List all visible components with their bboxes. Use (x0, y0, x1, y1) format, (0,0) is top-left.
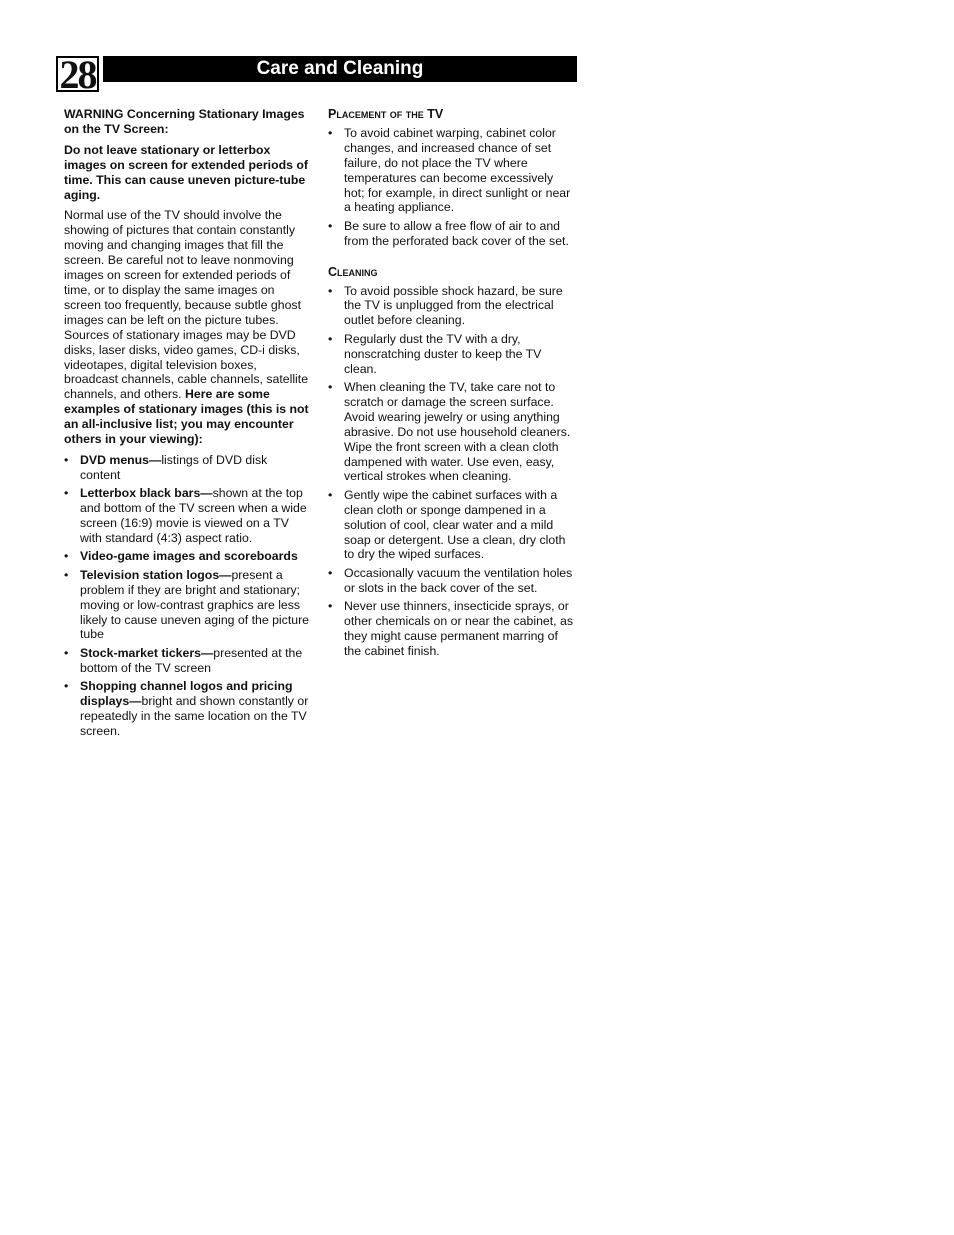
list-item (64, 549, 310, 564)
placement-item: Be sure to allow a free flow of air to and from the perforated back cover of the set. (344, 218, 569, 248)
list-item (328, 488, 576, 563)
example-text: shown at the top and bottom of the TV screen when a wide screen (16:9) movie is viewed on a TV with standard (4:3) aspect ratio. (80, 486, 307, 545)
bullet-icon: • (64, 452, 69, 467)
list-item (64, 568, 310, 643)
bullet-icon: • (328, 331, 333, 346)
bullet-icon: • (64, 567, 69, 582)
intro-bold-text: Here are some examples of stationary images (this is not an all-inclusive list; you may encounter others in your viewing): (64, 387, 309, 447)
cleaning-item: Occasionally vacuum the ventilation holes or slots in the back cover of the set. (344, 565, 573, 595)
list-item (328, 566, 576, 596)
bullet-icon: • (328, 125, 333, 140)
cleaning-item: Never use thinners, insecticide sprays, or other chemicals on or near the cabinet, as they might cause permanent marring of the cabinet finish. (344, 599, 573, 658)
list-item (328, 284, 576, 329)
bullet-icon: • (328, 599, 333, 614)
intro-paragraph (64, 208, 310, 447)
cleaning-item: To avoid possible shock hazard, be sure the TV is unplugged from the electrical outlet before cleaning. (344, 283, 563, 328)
list-item (64, 679, 310, 739)
example-term: Letterbox black bars— (80, 486, 213, 501)
placement-item: To avoid cabinet warping, cabinet color changes, and increased chance of set failure, do not place the TV where temperatures can become excessively hot; for example, in direct sunlight or near a heating appliance. (344, 125, 571, 215)
bullet-icon: • (328, 380, 333, 394)
list-item (328, 219, 576, 249)
page-title: Care and Cleaning (103, 56, 577, 82)
example-term: Television station logos— (80, 567, 232, 582)
list-item (328, 332, 576, 377)
example-text: bright and shown constantly or repeatedly in the same location on the TV screen. (80, 694, 309, 738)
cleaning-item: When cleaning the TV, take care not to scratch or damage the screen surface. Avoid wearing jewelry or using anything abrasive. Do not use household cleaners. Wipe the front screen with a clean cloth dampened with water. Use even, easy, vertical strokes when cleaning. (344, 380, 571, 484)
stationary-examples-list (64, 453, 310, 739)
example-text: listings of DVD disk content (80, 452, 268, 482)
example-term: Video-game images and scoreboards (80, 549, 298, 564)
bullet-icon: • (328, 487, 333, 502)
cleaning-list (328, 284, 576, 659)
left-column (64, 107, 310, 745)
cleaning-item: Regularly dust the TV with a dry, nonscratching duster to keep the TV clean. (344, 331, 542, 376)
intro-text: Normal use of the TV should involve the showing of pictures that contain constantly moving and changing images that fill the screen. Be careful not to leave nonmoving images on screen for extended periods of time, or to display the same images on screen too frequently, because subtle ghost images can be left on the picture tubes. Sources of stationary images may be DVD disks, laser disks, video games, CD-i disks, videotapes, digital television boxes, broadcast channels, cable channels, satellite channels, and others. (64, 208, 309, 402)
example-text: presented at the bottom of the TV screen (80, 645, 303, 675)
bullet-icon: • (328, 565, 333, 580)
example-term: DVD menus— (80, 452, 162, 467)
bullet-icon: • (64, 549, 69, 564)
example-text: present a problem if they are bright and stationary; moving or low-contrast graphics are less likely to cause uneven aging of the picture tube (80, 567, 310, 642)
warning-heading: WARNING Concerning Stationary Images on the TV Screen: (64, 107, 305, 136)
bullet-icon: • (328, 218, 333, 233)
right-column (328, 107, 576, 665)
list-item (64, 453, 310, 483)
placement-list (328, 126, 576, 249)
cleaning-item: Gently wipe the cabinet surfaces with a clean cloth or sponge dampened in a solution of cool, clear water and a mild soap or detergent. Use a clean, dry cloth to dry the wiped surfaces. (344, 487, 566, 562)
cleaning-heading: Cleaning (328, 264, 378, 279)
bullet-icon: • (64, 679, 69, 694)
bullet-icon: • (64, 486, 69, 501)
example-term: Shopping channel logos and pricing displays— (80, 679, 293, 709)
list-item (328, 126, 576, 215)
list-item (64, 646, 310, 676)
list-item (328, 380, 576, 484)
bullet-icon: • (64, 645, 69, 660)
bullet-icon: • (328, 283, 333, 298)
warning-text: Do not leave stationary or letterbox images on screen for extended periods of time. This can cause uneven picture-tube aging. (64, 142, 308, 202)
placement-heading: Placement of the TV (328, 107, 444, 121)
example-term: Stock-market tickers— (80, 645, 214, 660)
list-item (64, 486, 310, 546)
list-item (328, 599, 576, 659)
page-number: 28 (56, 56, 99, 92)
